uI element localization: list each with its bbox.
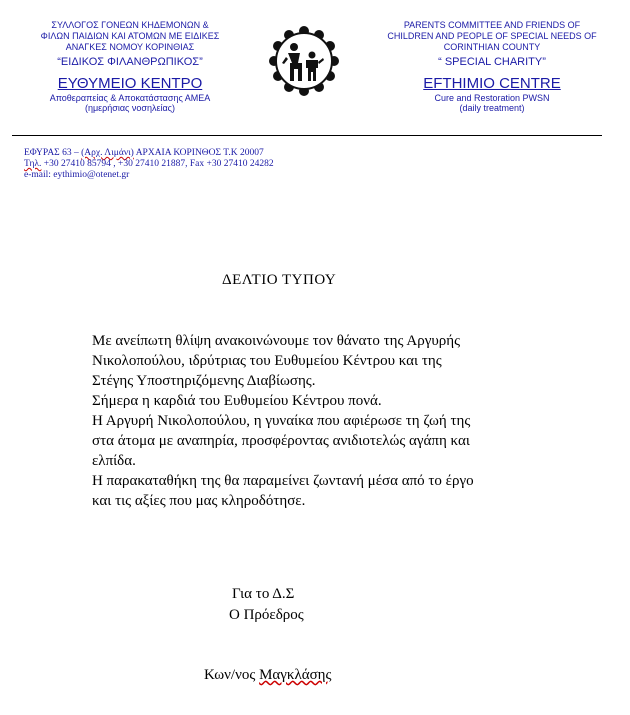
org-name-greek: ΣΥΛΛΟΓΟΣ ΓΟΝΕΩΝ ΚΗΔΕΜΟΝΩΝ & ΦΙΛΩΝ ΠΑΙΔΙΩΝ ΚΑΙ ΑΤΟΜΩΝ ΜΕ ΕΙΔΙΚΕΣ ΑΝΑΓΚΕΣ ΝΟΜΟΥ ΚΟΡΙΝΘΙΑΣ [40, 20, 220, 52]
centre-subtitle-english: Cure and Restoration PWSN [434, 93, 550, 103]
phone-line: Τηλ. +30 27410 85794 , +30 27410 21887, Fax +30 27410 24282 [24, 159, 274, 169]
family-logo-icon [268, 25, 340, 97]
body-line: στα άτομα με αναπηρία, προσφέροντας ανιδιοτελώς αγάπη και [92, 433, 470, 449]
centre-name-english: EFTHIMIO CENTRE [423, 75, 561, 92]
centre-note-greek: (ημερήσιας νοσηλείας) [84, 103, 176, 113]
body-line: Η παρακαταθήκη της θα παραμείνει ζωντανή μέσα από το έργο [92, 473, 474, 489]
body-line: Σήμερα η καρδιά του Ευθυμείου Κέντρου πονά. [92, 393, 382, 409]
centre-subtitle-greek: Αποθεραπείας & Αποκατάστασης ΑΜΕΑ [49, 93, 211, 103]
press-release-body [92, 331, 552, 511]
charity-label-greek: “ΕΙΔΙΚΟΣ ΦΙΛΑΝΘΡΩΠΙΚΟΣ” [57, 56, 203, 68]
contact-block [24, 148, 274, 181]
header-right [372, 20, 612, 113]
body-line: Η Αργυρή Νικολοπούλου, η γυναίκα που αφιέρωσε τη ζωή της [92, 413, 471, 429]
signature-role: Ο Πρόεδρος [229, 607, 304, 623]
signature-board: Για το Δ.Σ [232, 586, 295, 602]
signer-name: Κων/νος Μαγκλάσης [204, 667, 332, 683]
centre-name-greek: ΕΥΘΥΜΕΙΟ ΚΕΝΤΡΟ [57, 75, 203, 92]
body-line: Στέγης Υποστηριζόμενης Διαβίωσης. [92, 373, 316, 389]
body-line: ελπίδα. [92, 453, 136, 469]
centre-note-english: (daily treatment) [459, 103, 525, 113]
header-left [10, 20, 250, 113]
charity-label-english: “ SPECIAL CHARITY” [438, 56, 546, 68]
header-divider [12, 135, 602, 136]
body-line: Νικολοπούλου, ιδρύτριας του Ευθυμείου Κέντρου και της [92, 353, 442, 369]
body-line: Με ανείπωτη θλίψη ανακοινώνουμε τον θάνατο της Αργυρής [92, 333, 461, 349]
org-name-english: PARENTS COMMITTEE AND FRIENDS OF CHILDREN AND PEOPLE OF SPECIAL NEEDS OF CORINTHIAN COUNTY [387, 20, 597, 52]
email-line: e-mail: eythimio@otenet.gr [24, 170, 130, 180]
address-line: ΕΦΥΡΑΣ 63 – (Αρχ. Λιμάνι) ΑΡΧΑΙΑ ΚΟΡΙΝΘΟΣ Τ.Κ 20007 [24, 148, 264, 158]
document-title: ΔΕΛΤΙΟ ΤΥΠΟΥ [222, 272, 337, 288]
body-line: και τις αξίες που μας κληροδότησε. [92, 493, 306, 509]
